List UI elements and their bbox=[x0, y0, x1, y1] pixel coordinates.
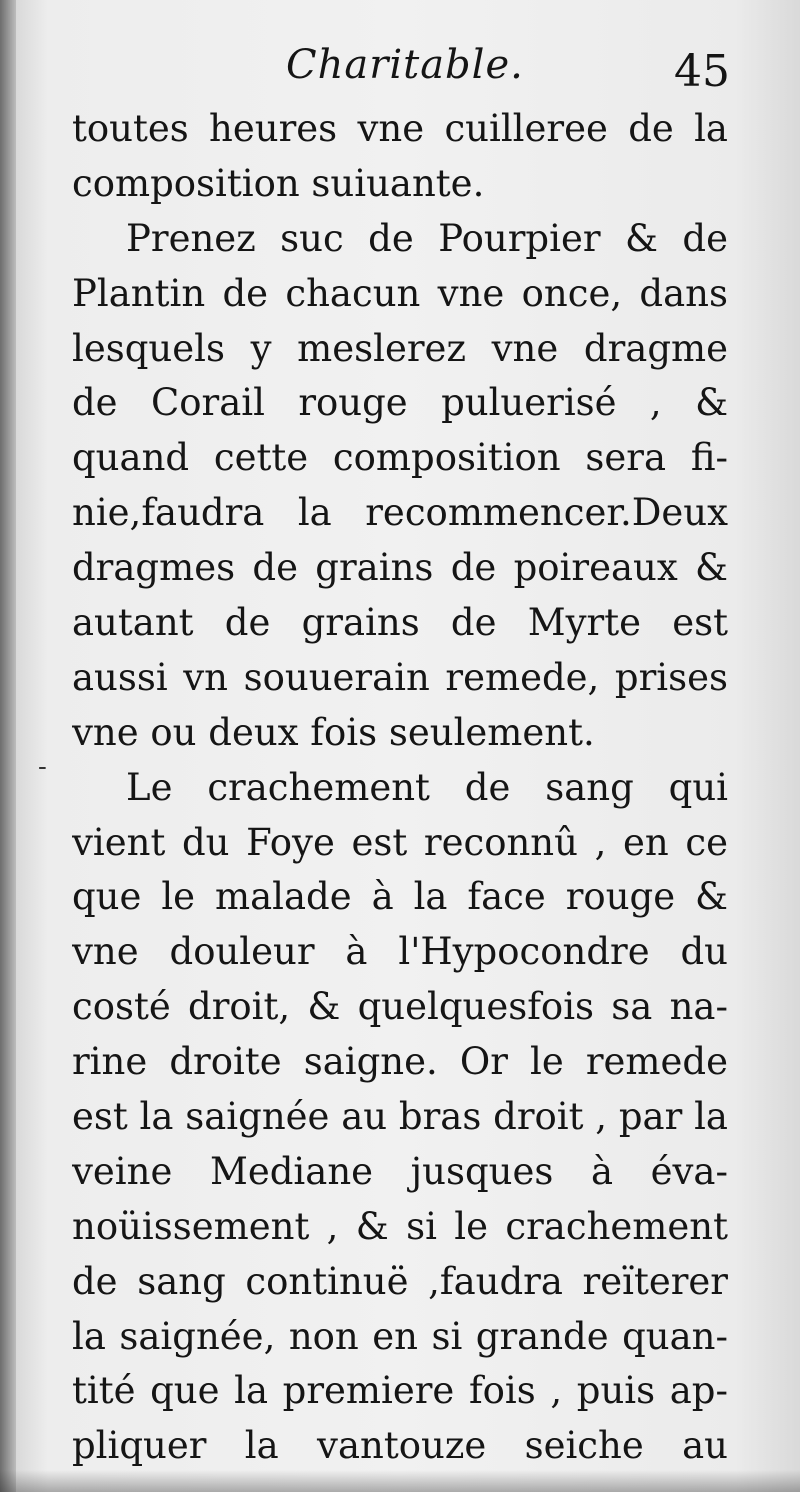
text-line: toutes heures vne cuilleree de la bbox=[72, 107, 728, 150]
text-line: veine Mediane jusques à éva- bbox=[72, 1149, 728, 1193]
page-bottom-shadow bbox=[0, 1470, 800, 1492]
margin-mark: - bbox=[38, 752, 47, 782]
text-line: quand cette composition sera fi- bbox=[72, 436, 728, 480]
text-line: noüissement , & si le crachement bbox=[72, 1204, 728, 1248]
text-line: nie,faudra la recommencer.Deux bbox=[72, 491, 728, 535]
text-line: aussi vn souuerain remede, prises bbox=[72, 655, 728, 699]
text-line: lesquels y meslerez vne dragme bbox=[72, 326, 728, 370]
text-line: autant de grains de Myrte est bbox=[72, 601, 728, 645]
text-line: est la saignée au bras droit , par la bbox=[72, 1095, 728, 1139]
body-text bbox=[72, 102, 728, 1474]
text-line: vne douleur à l'Hypocondre du bbox=[72, 930, 728, 974]
page-number: 45 bbox=[674, 46, 730, 97]
running-title: Charitable. bbox=[286, 42, 524, 88]
text-line: Plantin de chacun vne once, dans bbox=[72, 271, 728, 315]
text-line: la saignée, non en si grande quan- bbox=[72, 1314, 728, 1358]
text-line: vne ou deux fois seulement. bbox=[72, 710, 595, 754]
text-line: costé droit, & quelquesfois sa na- bbox=[72, 985, 728, 1029]
text-line: dragmes de grains de poireaux & bbox=[72, 546, 728, 590]
text-line: composition suiuante. bbox=[72, 161, 485, 205]
text-line: rine droite saigne. Or le remede bbox=[72, 1040, 728, 1084]
text-line: vient du Foye est reconnû , en ce bbox=[72, 820, 728, 864]
text-line: Prenez suc de Pourpier & de bbox=[126, 216, 728, 260]
text-line: tité que la premiere fois , puis ap- bbox=[72, 1369, 728, 1413]
text-line: pliquer la vantouze seiche au bbox=[72, 1424, 728, 1468]
text-line: de sang continuë ,faudra reïterer bbox=[72, 1259, 728, 1303]
text-line: Le crachement de sang qui bbox=[126, 765, 728, 809]
text-line: de Corail rouge puluerisé , & bbox=[72, 381, 728, 425]
page-gutter-shadow bbox=[0, 0, 16, 1492]
text-line: que le malade à la face rouge & bbox=[72, 875, 728, 919]
